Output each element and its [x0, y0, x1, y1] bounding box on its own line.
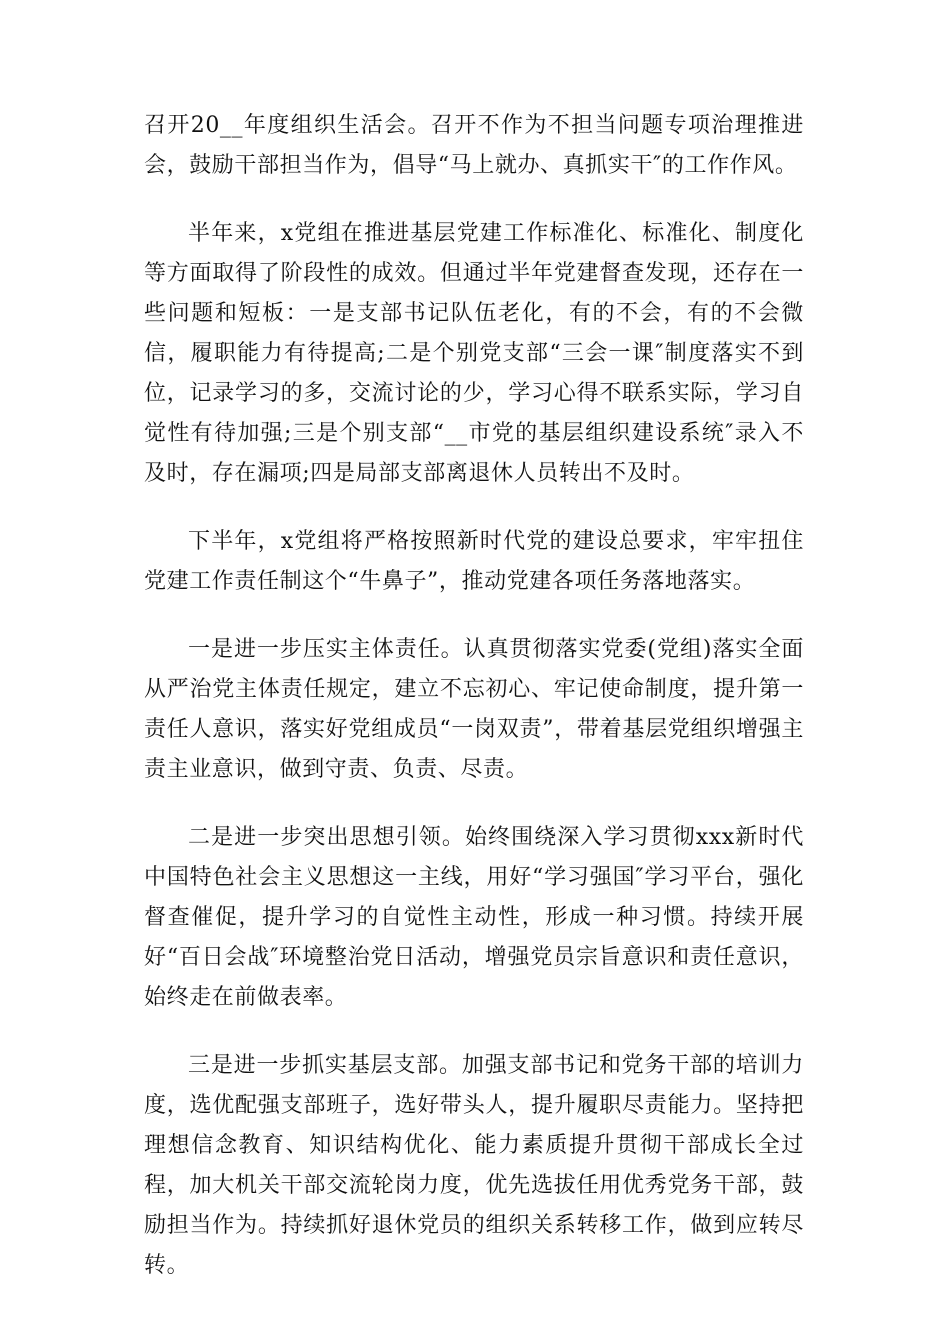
paragraph-grassroots-branches: 三是进一步抓实基层支部。加强支部书记和党务干部的培训力度，选优配强支部班子，选好带头人，提升履职尽责能力。坚持把理想信念教育、知识结构优化、能力素质提升贯彻干部成长全过程，加大机关干部交流轮岗力度，优先选拔任用优秀党务干部，鼓励担当作为。持续抓好退休党员的组织关系转移工作，做到应转尽转。: [144, 1053, 804, 1278]
paragraph-main-responsibility: 一是进一步压实主体责任。认真贯彻落实党委(党组)落实全面从严治党主体责任规定，建立不忘初心、牢记使命制度，提升第一责任人意识，落实好党组成员“一岗双责”，带着基层党组织增强主责主业意识，做到守责、负责、尽责。: [144, 637, 804, 782]
paragraph-half-year-review: 半年来，x党组在推进基层党建工作标准化、标准化、制度化等方面取得了阶段性的成效。但通过半年党建督查发现，还存在一些问题和短板：一是支部书记队伍老化，有的不会，有的不会微信，履职能力有待提高;二是个别党支部“三会一课″制度落实不到位，记录学习的多，交流讨论的少，学习心得不联系实际，学习自觉性有待加强;三是个别支部“__市党的基层组织建设系统″录入不及时，存在漏项;四是局部支部离退休人员转出不及时。: [144, 221, 804, 486]
paragraph-meeting-intro: 召开20__年度组织生活会。召开不作为不担当问题专项治理推进会，鼓励干部担当作为，倡导“马上就办、真抓实干″的工作作风。: [144, 113, 804, 178]
document-body: [144, 106, 804, 1314]
paragraph-ideological-guidance: 二是进一步突出思想引领。始终围绕深入学习贯彻xxx新时代中国特色社会主义思想这一主线，用好“学习强国″学习平台，强化督查催促，提升学习的自觉性主动性，形成一种习惯。持续开展好“百日会战″环境整治党日活动，增强党员宗旨意识和责任意识，始终走在前做表率。: [144, 825, 804, 1010]
paragraph-second-half-plan: 下半年，x党组将严格按照新时代党的建设总要求，牢牢扭住党建工作责任制这个“牛鼻子”，推动党建各项任务落地落实。: [144, 529, 804, 594]
